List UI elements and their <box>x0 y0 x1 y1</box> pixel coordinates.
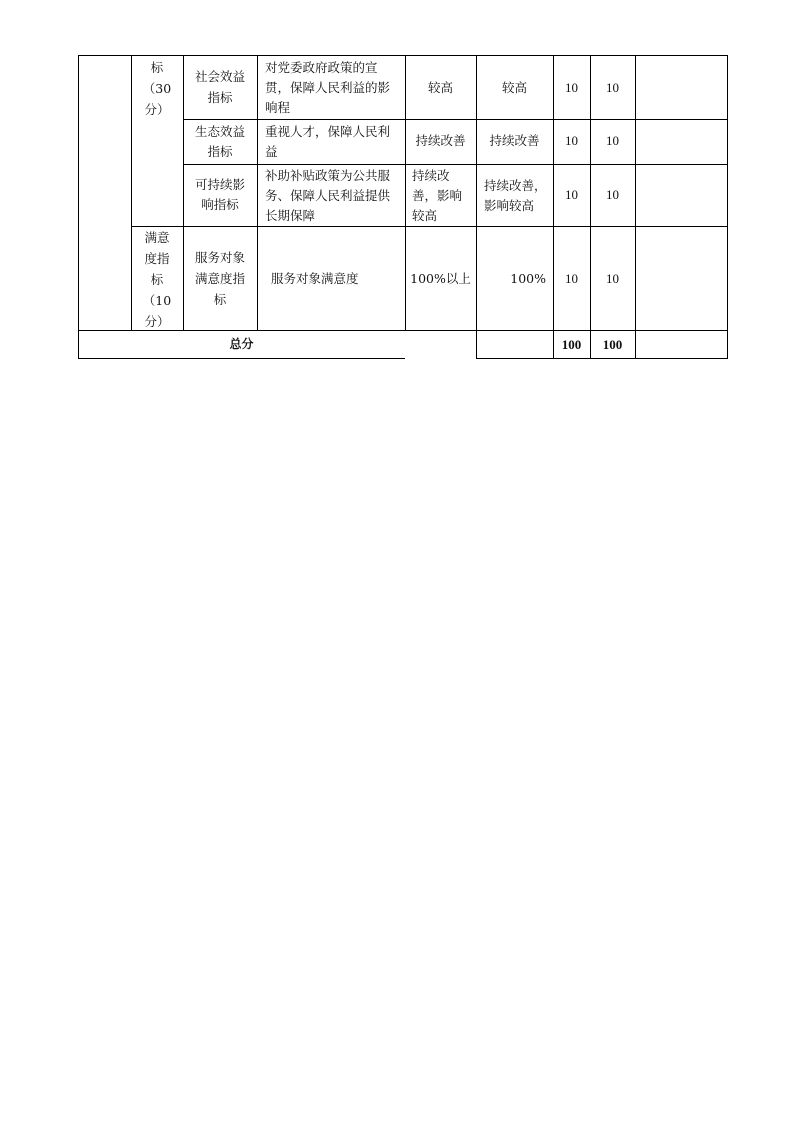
score-value: 10 <box>606 80 619 95</box>
indicator-content: 重视人才，保障人民利 <box>265 124 391 139</box>
indicator-name: 服务对象 <box>194 250 245 265</box>
col-line <box>476 55 477 359</box>
table-border-bottom <box>476 358 728 359</box>
actual-value: 持续改善 <box>489 133 540 148</box>
indicator-name: 指标 <box>207 90 233 105</box>
indicator-name: 响指标 <box>201 197 239 212</box>
total-score: 100 <box>602 337 623 352</box>
actual-value: 较高 <box>501 80 527 95</box>
level2-label-line: 分） <box>144 102 170 117</box>
indicator-content: 贯，保障人民利益的影 <box>265 80 391 95</box>
level2-label-line: （30 <box>142 81 172 96</box>
col-line <box>635 55 636 359</box>
indicator-name: 指标 <box>207 144 233 159</box>
col-line <box>257 55 258 330</box>
target-value: 较高 <box>412 208 438 223</box>
target-value: 100%以上 <box>410 271 471 286</box>
score-value: 10 <box>606 133 619 148</box>
target-value: 善，影响 <box>412 188 463 203</box>
indicator-name: 满意度指 <box>194 271 245 286</box>
actual-value: 100% <box>510 271 546 286</box>
score-value: 10 <box>606 187 619 202</box>
total-weight: 100 <box>561 337 582 352</box>
indicator-name: 生态效益 <box>194 124 245 139</box>
level2-label-line: （10 <box>142 293 172 308</box>
target-value: 较高 <box>427 80 453 95</box>
level2-label-line: 度指 <box>144 251 170 266</box>
table-border-top <box>78 55 728 56</box>
indicator-content: 补助补贴政策为公共服 <box>265 168 391 183</box>
row-divider <box>183 119 728 120</box>
weight-value: 10 <box>565 133 578 148</box>
table-border-bottom <box>78 358 405 359</box>
indicator-content: 对党委政府政策的宣 <box>265 60 378 75</box>
indicator-content: 响程 <box>265 100 291 115</box>
level2-label-line: 标 <box>150 272 164 287</box>
row-divider <box>183 164 728 165</box>
indicator-name: 可持续影 <box>194 177 245 192</box>
row-divider <box>131 226 728 227</box>
total-label: 总分 <box>229 337 254 351</box>
col-line <box>78 55 79 359</box>
level2-label-line: 标 <box>150 60 164 75</box>
indicator-content: 服务对象满意度 <box>271 271 359 286</box>
indicator-content: 益 <box>265 144 278 159</box>
indicator-name: 社会效益 <box>194 69 245 84</box>
indicator-name: 标 <box>213 292 227 307</box>
actual-value: 持续改善， <box>484 178 547 193</box>
col-line <box>590 55 591 359</box>
indicator-content: 务、保障人民利益提供 <box>265 188 391 203</box>
level2-label-line: 满意 <box>144 230 170 245</box>
col-line <box>553 55 554 359</box>
indicator-content: 长期保障 <box>265 208 316 223</box>
col-line <box>727 55 728 359</box>
target-value: 持续改 <box>412 168 450 183</box>
level2-label-line: 分） <box>144 314 170 329</box>
weight-value: 10 <box>565 80 578 95</box>
weight-value: 10 <box>565 271 578 286</box>
target-value: 持续改善 <box>415 133 466 148</box>
actual-value: 影响较高 <box>484 198 535 213</box>
score-value: 10 <box>606 271 619 286</box>
weight-value: 10 <box>565 187 578 202</box>
